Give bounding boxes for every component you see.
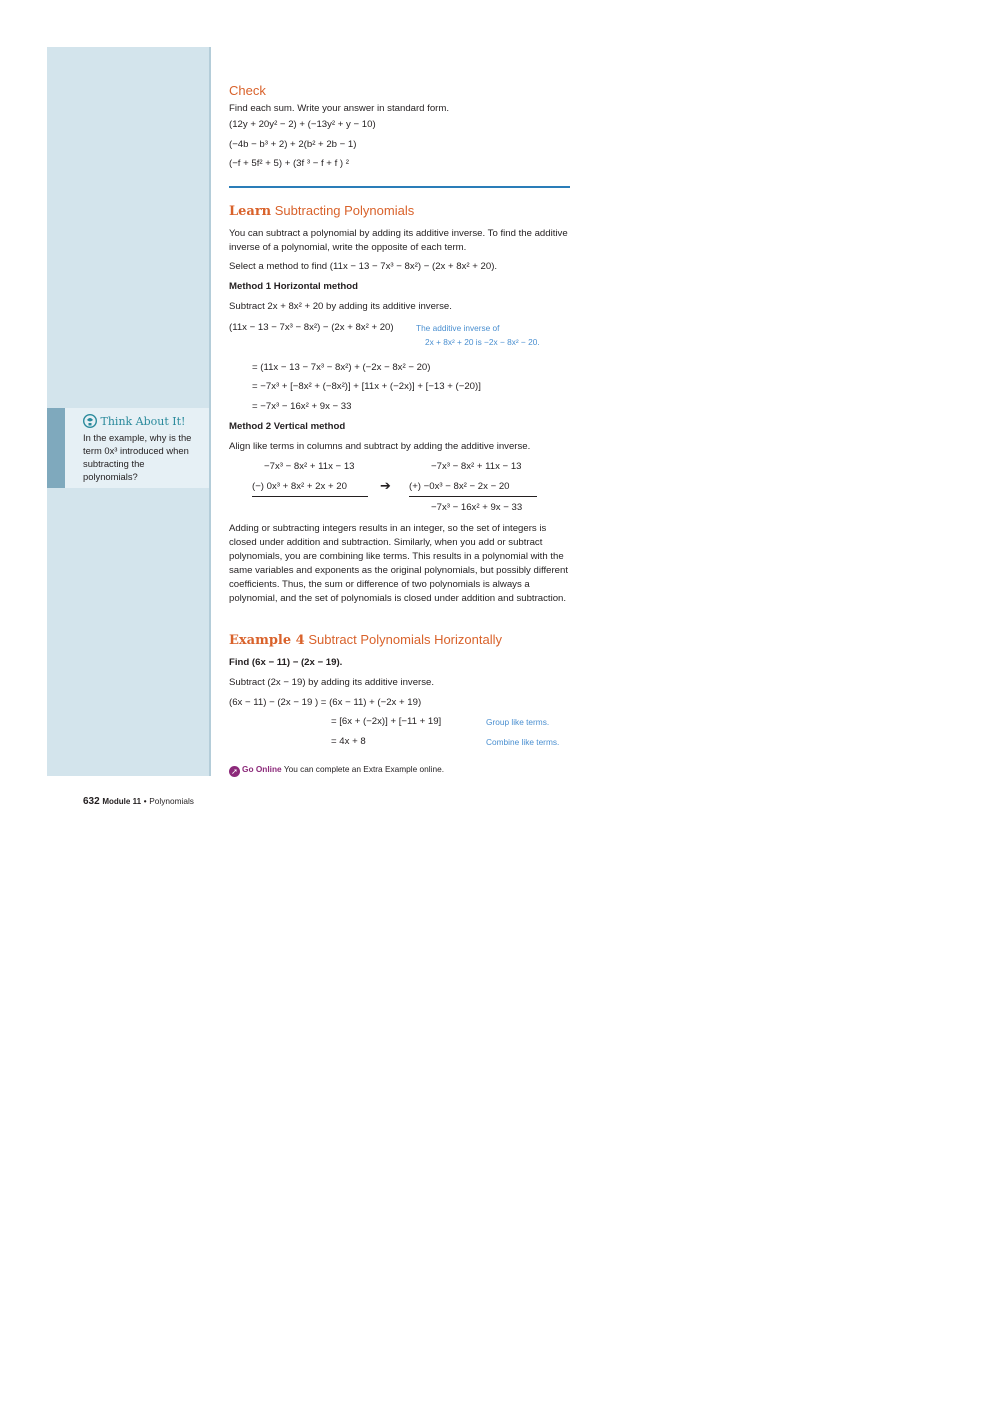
learn-heading	[229, 203, 414, 219]
vertical-right-underline	[409, 496, 537, 497]
think-about-it-text: In the example, why is the term 0x³ introduced when subtracting the polynomials?	[83, 432, 192, 482]
method1-note: The additive inverse of	[416, 323, 500, 333]
example-label: Example 4	[229, 633, 305, 648]
vertical-right-row: (+) −0x³ − 8x² − 2x − 20	[409, 481, 510, 492]
section-divider	[229, 186, 570, 188]
method2-text: Align like terms in columns and subtract by adding the additive inverse.	[229, 441, 531, 452]
method1-step: = −7x³ − 16x² + 9x − 33	[252, 401, 352, 412]
vertical-right-result: −7x³ − 16x² + 9x − 33	[431, 502, 523, 513]
think-about-it-heading	[83, 414, 185, 428]
method1-expression: (11x − 13 − 7x³ − 8x²) − (2x + 8x² + 20)	[229, 322, 394, 333]
arrow-right-icon: ➔	[380, 478, 391, 493]
method1-text: Subtract 2x + 8x² + 20 by adding its additive inverse.	[229, 301, 452, 312]
go-online-label: Go Online	[242, 764, 282, 774]
example-text: Subtract (2x − 19) by adding its additive inverse.	[229, 677, 435, 688]
check-item: (−4b − b³ + 2) + 2(b² + 2b − 1)	[229, 139, 357, 150]
footer-module: Module 11	[102, 797, 142, 806]
example-step: (6x − 11) − (2x − 19 ) = (6x − 11) + (−2x + 19)	[229, 697, 422, 708]
brain-icon	[83, 415, 101, 428]
check-heading: Check	[229, 83, 266, 98]
page-footer	[83, 796, 194, 807]
vertical-right-row: −7x³ − 8x² + 11x − 13	[431, 461, 522, 472]
check-item: (−f + 5f² + 5) + (3f ³ − f + f ) ²	[229, 158, 349, 169]
learn-select-method: Select a method to find (11x − 13 − 7x³ − 8x²) − (2x + 8x² + 20).	[229, 261, 498, 272]
method1-step: = −7x³ + [−8x² + (−8x²)] + [11x + (−2x)] + [−13 + (−20)]	[252, 381, 481, 392]
method1-step: = (11x − 13 − 7x³ − 8x²) + (−2x − 8x² − 20)	[252, 362, 431, 373]
learn-title: Subtracting Polynomials	[274, 203, 415, 218]
learn-label: Learn	[229, 204, 272, 219]
method1-heading: Method 1 Horizontal method	[229, 281, 358, 292]
example-step: = [6x + (−2x)] + [−11 + 19]	[331, 716, 442, 727]
example-note: Combine like terms.	[486, 737, 560, 747]
example-heading	[229, 632, 502, 648]
closure-paragraph: Adding or subtracting integers results in an integer, so the set of integers is closed under addition and subtraction. Similarly, when you add or subtract polynomials, you are combining like terms. This results in a polynomial with the same variables and exponents as the original polynomials, but possibly different coefficients. Thus, the sum or difference of two polynomials is always a polynomial, and the set of polynomials is closed under addition and subtraction.	[229, 523, 568, 604]
footer-separator: •	[143, 797, 147, 806]
vertical-left-row: (−) 0x³ + 8x² + 2x + 20	[252, 481, 347, 492]
example-note: Group like terms.	[486, 717, 550, 727]
vertical-left-underline	[252, 496, 368, 497]
footer-topic: Polynomials	[149, 796, 194, 806]
example-step: = 4x + 8	[331, 736, 366, 747]
check-instruction: Find each sum. Write your answer in standard form.	[229, 103, 450, 114]
go-online-text: You can complete an Extra Example online.	[283, 764, 445, 774]
example-prompt: Find (6x − 11) − (2x − 19).	[229, 657, 343, 668]
think-about-it-title: Think About It!	[100, 415, 186, 428]
think-about-it-accent-bar	[47, 408, 65, 488]
learn-intro: You can subtract a polynomial by adding its additive inverse. To find the additive inverse of a polynomial, write the opposite of each term.	[229, 228, 568, 253]
cursor-click-icon: ➚	[229, 766, 240, 777]
method1-note: 2x + 8x² + 20 is −2x − 8x² − 20.	[425, 337, 540, 347]
go-online-link[interactable]	[229, 764, 444, 777]
check-item: (12y + 20y² − 2) + (−13y² + y − 10)	[229, 119, 376, 130]
method2-heading: Method 2 Vertical method	[229, 421, 346, 432]
example-title: Subtract Polynomials Horizontally	[308, 632, 502, 647]
vertical-left-row: −7x³ − 8x² + 11x − 13	[264, 461, 355, 472]
page-number: 632	[83, 796, 100, 807]
